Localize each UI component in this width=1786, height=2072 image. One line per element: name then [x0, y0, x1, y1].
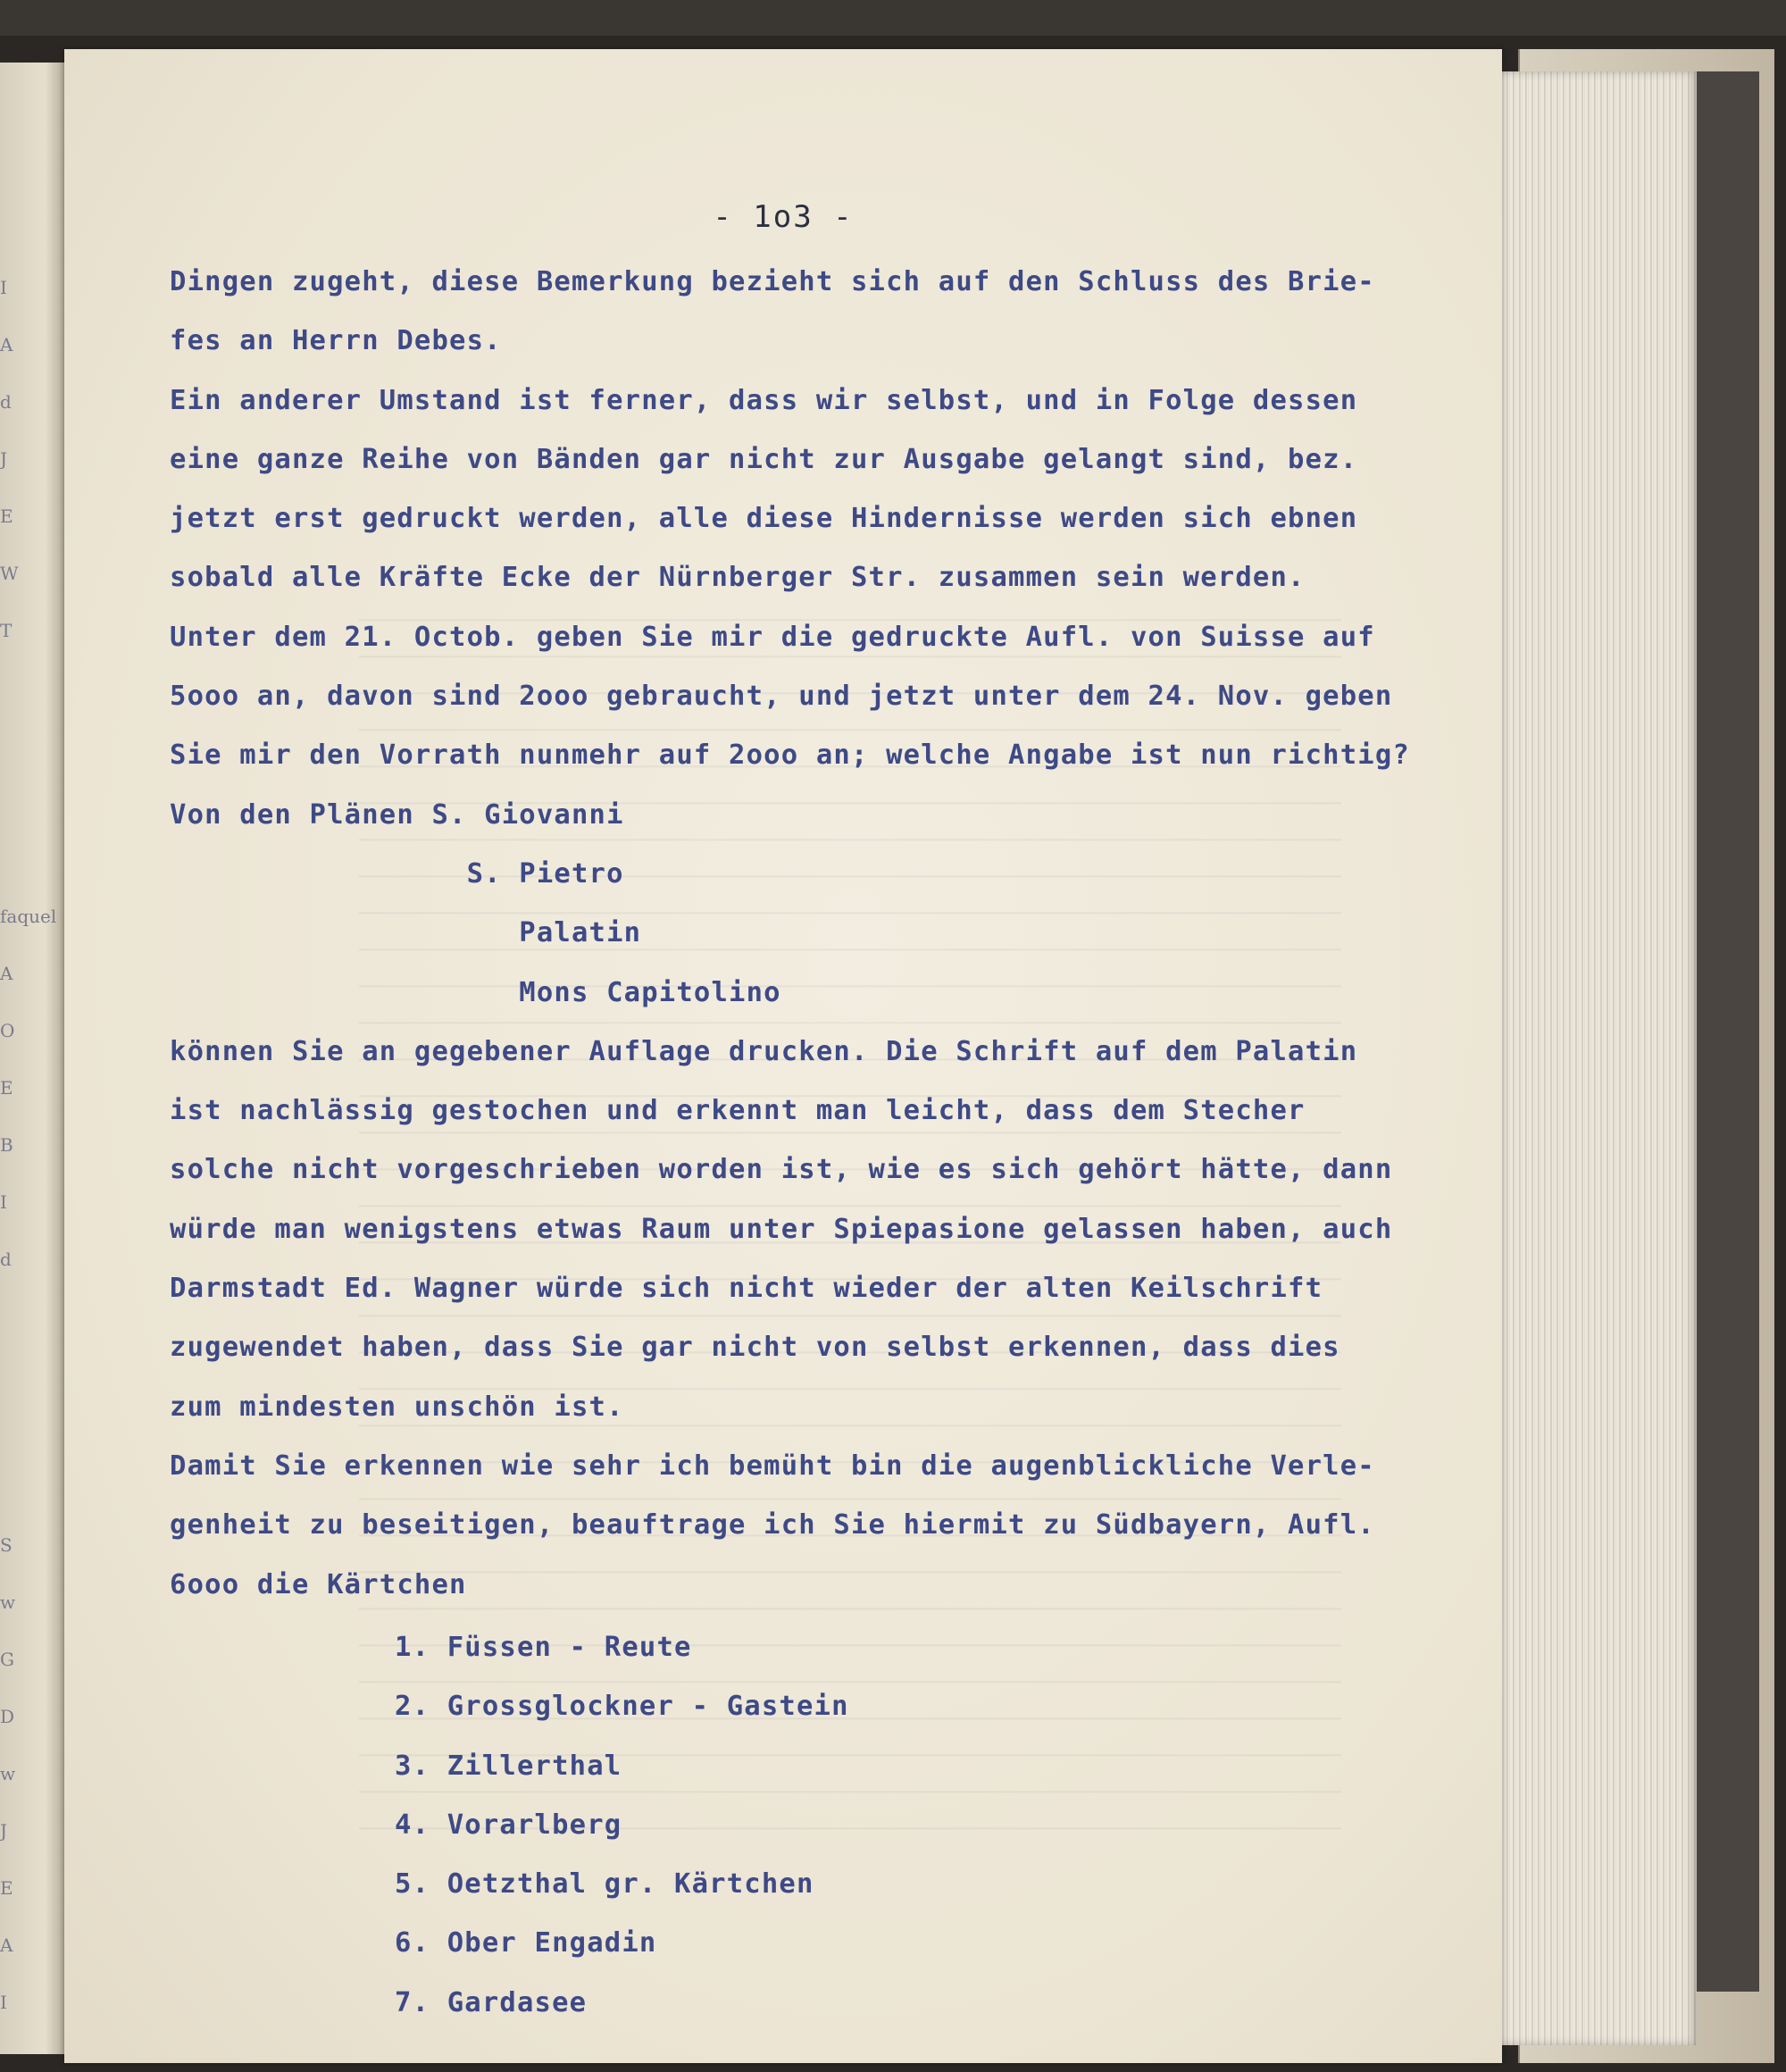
previous-page-letter: J [0, 448, 8, 470]
text-line: ist nachlässig gestochen und erkennt man leicht, dass dem Stecher [170, 1095, 1306, 1127]
previous-page-letter: d [0, 391, 12, 413]
previous-page-letter [0, 1402, 36, 1459]
text-line: solche nicht vorgeschrieben worden ist, wie es sich gehört hätte, dann [170, 1154, 1393, 1186]
previous-page-letter: D [0, 1706, 15, 1727]
previous-page-letter [0, 716, 36, 773]
previous-page-letter: A [0, 963, 13, 984]
text-line: Sie mir den Vorrath nunmehr auf 2ooo an; welche Angabe ist nun richtig? [170, 739, 1410, 772]
text-line: eine ganze Reihe von Bänden gar nicht zur Ausgabe gelangt sind, bez. [170, 443, 1358, 475]
text-line: Unter dem 21. Octob. geben Sie mir die gedruckte Aufl. von Suisse auf [170, 621, 1375, 653]
previous-page-letter: T [0, 620, 13, 641]
previous-page-letter: G [0, 1649, 14, 1670]
typed-body-text [170, 253, 1509, 1615]
previous-page-letter [0, 831, 36, 888]
text-line: Ein anderer Umstand ist ferner, dass wir selbst, und in Folge dessen [170, 384, 1358, 416]
text-line: S. Pietro [170, 857, 624, 890]
previous-page-letter [0, 1288, 36, 1345]
list-item: 4. Vorarlberg [395, 1809, 622, 1841]
text-line: fes an Herrn Debes. [170, 325, 502, 357]
text-line: Damit Sie erkennen wie sehr ich bemüht bin die augenblickliche Verle- [170, 1450, 1375, 1482]
previous-page-letter: E [0, 505, 13, 527]
map-list [395, 1618, 849, 2033]
previous-page-letter: w [0, 1592, 16, 1613]
list-item: 3. Zillerthal [395, 1750, 622, 1782]
page-number: - 1o3 - [713, 199, 854, 235]
previous-page-letter: E [0, 1877, 13, 1899]
page-edges-stack [1491, 71, 1697, 2045]
text-line: Mons Capitolino [170, 976, 781, 1008]
previous-page-letter [0, 1345, 36, 1402]
previous-page-letter [0, 1459, 36, 1516]
list-item: 5. Oetzthal gr. Kärtchen [395, 1868, 814, 1901]
list-item: 6. Ober Engadin [395, 1927, 657, 1959]
previous-page-letter: w [0, 1763, 16, 1784]
previous-page-letter: d [0, 1249, 12, 1270]
text-line: Darmstadt Ed. Wagner würde sich nicht wieder der alten Keilschrift [170, 1273, 1323, 1305]
previous-page-letter: A [0, 1934, 13, 1956]
text-line: Palatin [170, 917, 642, 949]
text-line: Von den Plänen S. Giovanni [170, 798, 624, 831]
list-item: 7. Gardasee [395, 1986, 588, 2018]
text-line: können Sie an gegebener Auflage drucken. Die Schrift auf dem Palatin [170, 1035, 1358, 1067]
previous-page-letter: W [0, 563, 19, 584]
previous-page-letters [0, 259, 57, 2031]
previous-page-letter: B [0, 1134, 13, 1156]
text-line: würde man wenigstens etwas Raum unter Spiepasione gelassen haben, auch [170, 1213, 1393, 1245]
previous-page-letter: A [0, 334, 13, 355]
text-line: zum mindesten unschön ist. [170, 1391, 624, 1423]
previous-page-letter [0, 659, 36, 716]
text-line: genheit zu beseitigen, beauftrage ich Sie hiermit zu Südbayern, Aufl. [170, 1509, 1375, 1541]
text-line: zugewendet haben, dass Sie gar nicht von selbst erkennen, dass dies [170, 1332, 1340, 1364]
document-page [64, 49, 1502, 2063]
previous-page-letter: I [0, 277, 7, 298]
previous-page-letter: I [0, 1191, 7, 1213]
previous-page-letter: S [0, 1534, 13, 1556]
list-item: 1. Füssen - Reute [395, 1632, 692, 1663]
text-line: 6ooo die Kärtchen [170, 1568, 467, 1600]
text-line: Dingen zugeht, diese Bemerkung bezieht sich auf den Schluss des Brie- [170, 266, 1375, 297]
previous-page-letter [0, 773, 36, 831]
text-line: 5ooo an, davon sind 2ooo gebraucht, und jetzt unter dem 24. Nov. geben [170, 681, 1393, 713]
previous-page-letter: E [0, 1077, 13, 1099]
list-item: 2. Grossglockner - Gastein [395, 1691, 849, 1723]
previous-page-letter: faquel [0, 906, 57, 927]
previous-page-letter: J [0, 1820, 8, 1842]
previous-page-letter: O [0, 1020, 15, 1041]
text-line: jetzt erst gedruckt werden, alle diese Hindernisse werden sich ebnen [170, 503, 1358, 535]
text-line: sobald alle Kräfte Ecke der Nürnberger Str. zusammen sein werden. [170, 562, 1306, 594]
previous-page-letter: I [0, 1992, 7, 2013]
previous-page-edge [0, 63, 64, 2054]
